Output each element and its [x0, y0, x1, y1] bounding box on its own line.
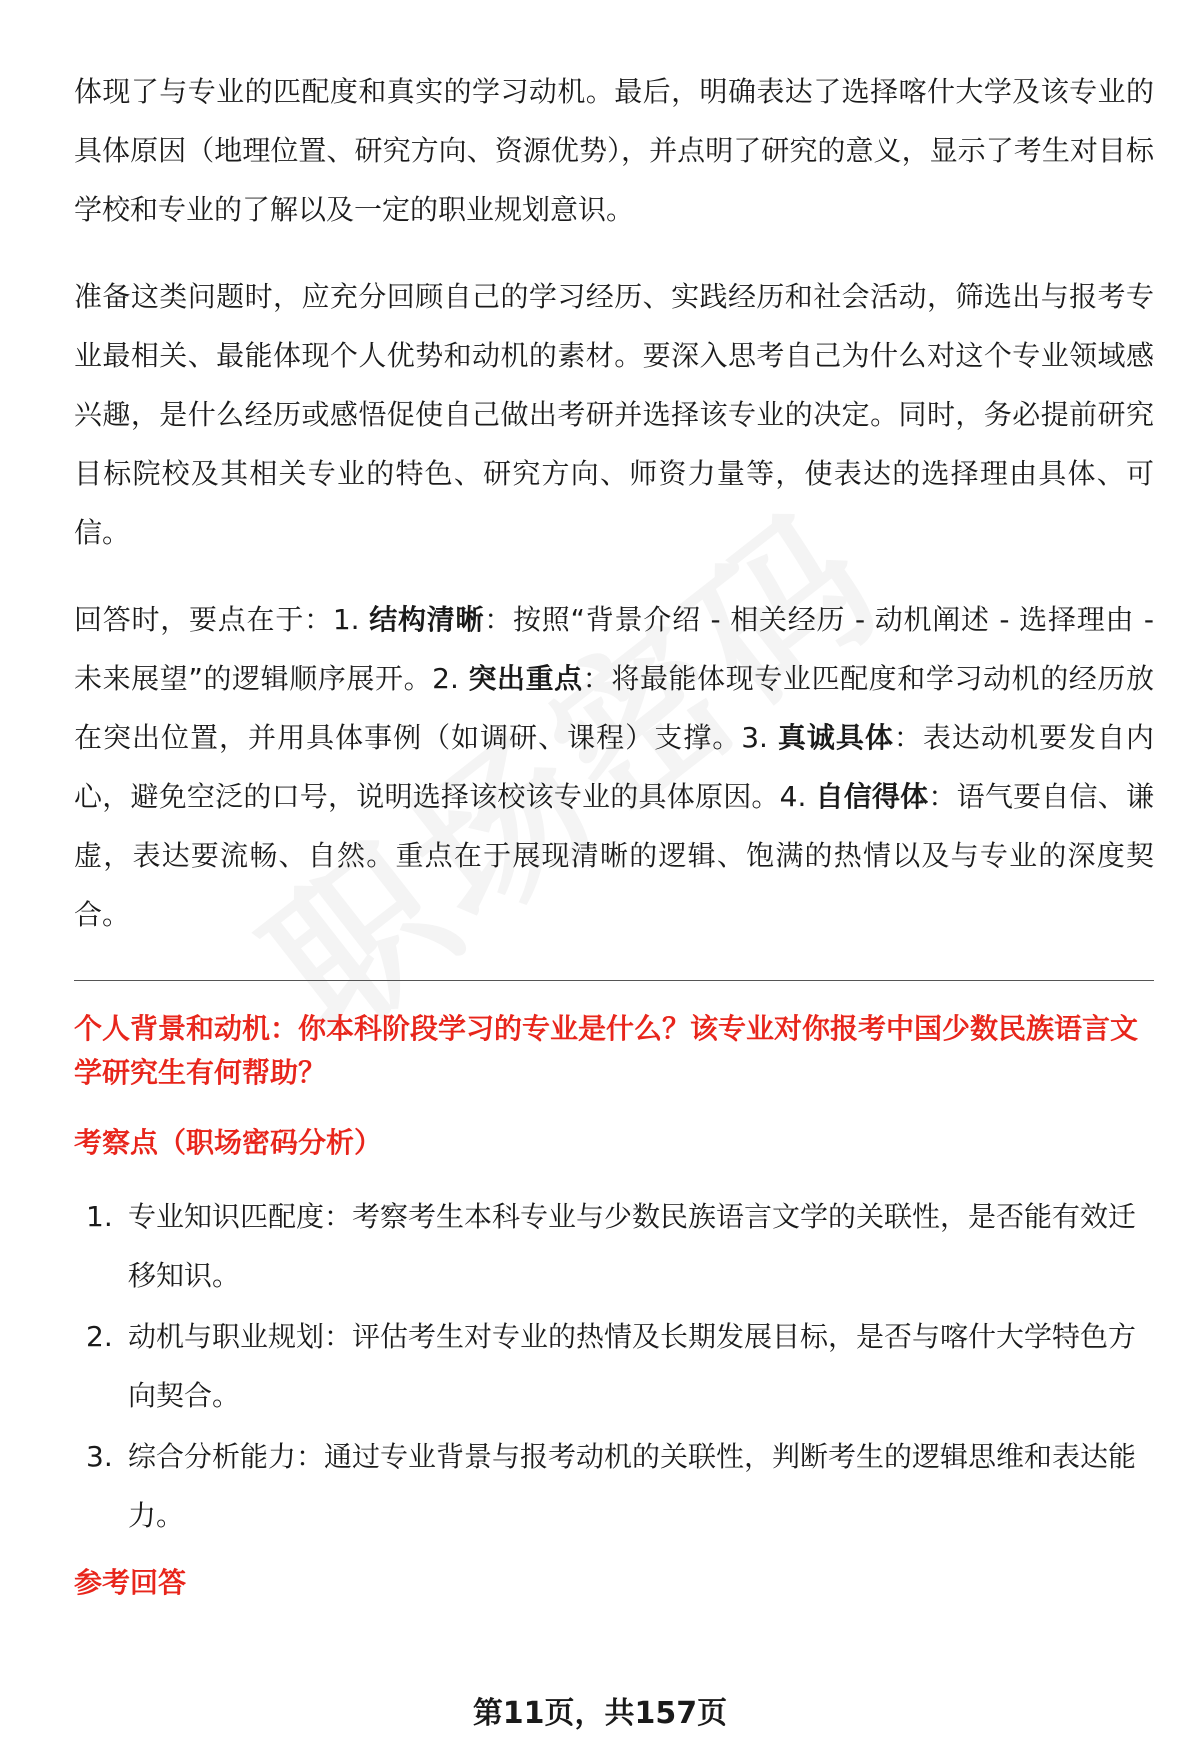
key-point-1-text: ：按照“背景介绍 - 相关经历 - 动机阐述 - 选择理由 - 未来展望”的逻辑顺序展开。2.: [74, 603, 1154, 695]
analysis-list: [74, 1187, 1154, 1545]
list-item-number: 3.: [86, 1440, 113, 1473]
list-item-number: 2.: [86, 1320, 113, 1353]
page-number: 第11页，共157页: [472, 1696, 728, 1731]
document-body: [74, 62, 1154, 1627]
section-divider: [74, 980, 1154, 981]
list-item-text: 专业知识匹配度：考察考生本科专业与少数民族语言文学的关联性，是否能有效迁移知识。: [128, 1200, 1137, 1292]
paragraph-summary: 体现了与专业的匹配度和真实的学习动机。最后，明确表达了选择喀什大学及该专业的具体原因（地理位置、研究方向、资源优势），并点明了研究的意义，显示了考生对目标学校和专业的了解以及一定的职业规划意识。: [74, 75, 1154, 226]
key-point-3-text: ：表达动机要发自内心，避免空泛的口号，说明选择该校该专业的具体原因。4.: [74, 721, 1154, 813]
analysis-heading: 考察点（职场密码分析）: [74, 1126, 383, 1159]
key-point-1-label: 结构清晰: [369, 603, 485, 636]
list-item: [74, 1307, 1154, 1425]
list-item-number: 1.: [86, 1200, 113, 1233]
question-title: 个人背景和动机：你本科阶段学习的专业是什么？该专业对你报考中国少数民族语言文学研究生有何帮助？: [74, 1012, 1139, 1089]
key-point-2-label: 突出重点: [468, 662, 583, 695]
paragraph-key-points: [74, 590, 1154, 944]
list-item-text: 综合分析能力：通过专业背景与报考动机的关联性，判断考生的逻辑思维和表达能力。: [128, 1440, 1137, 1532]
list-item-text: 动机与职业规划：评估考生对专业的热情及长期发展目标，是否与喀什大学特色方向契合。: [128, 1320, 1137, 1412]
paragraph-preparation: 准备这类问题时，应充分回顾自己的学习经历、实践经历和社会活动，筛选出与报考专业最相关、最能体现个人优势和动机的素材。要深入思考自己为什么对这个专业领域感兴趣，是什么经历或感悟促使自己做出考研并选择该专业的决定。同时，务必提前研究目标院校及其相关专业的特色、研究方向、师资力量等，使表达的选择理由具体、可信。: [74, 280, 1154, 549]
answer-heading: 参考回答: [74, 1566, 187, 1599]
list-item: [74, 1427, 1154, 1545]
list-item: [74, 1187, 1154, 1305]
key-point-2-text: ：将最能体现专业匹配度和学习动机的经历放在突出位置，并用具体事例（如调研、课程）支撑。3.: [74, 662, 1154, 754]
key-points-intro: 回答时，要点在于：1.: [74, 603, 370, 636]
key-point-4-label: 自信得体: [815, 780, 929, 813]
key-point-3-label: 真诚具体: [777, 721, 894, 754]
key-point-4-text: ：语气要自信、谦虚，表达要流畅、自然。重点在于展现清晰的逻辑、饱满的热情以及与专业的深度契合。: [74, 780, 1154, 931]
